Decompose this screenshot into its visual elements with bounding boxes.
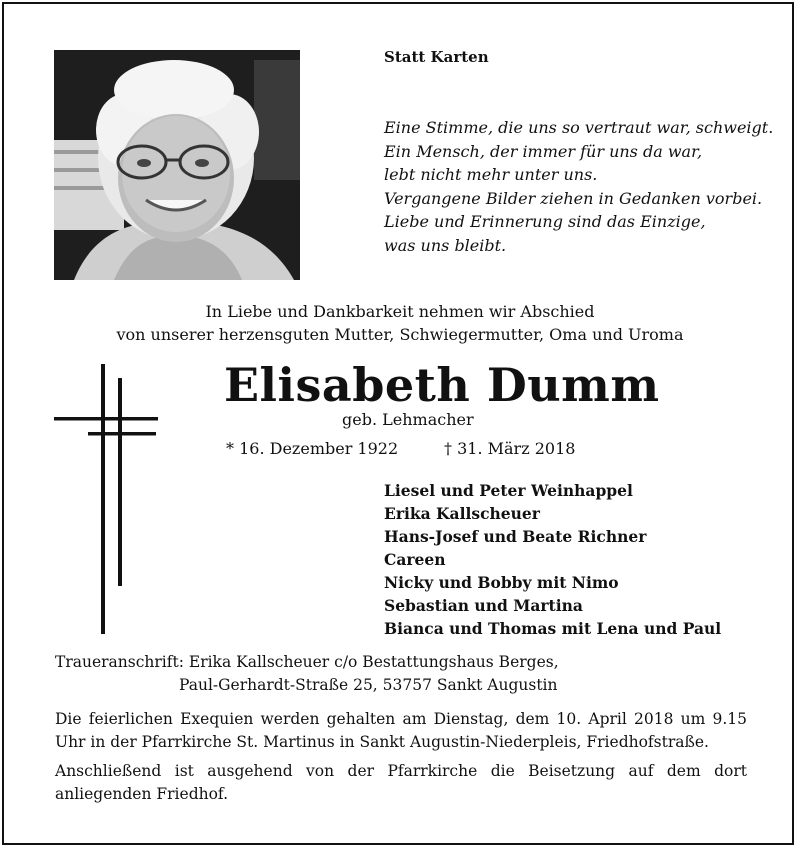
address-line-2: Paul-Gerhardt-Straße 25, 53757 Sankt Augustin [179, 676, 558, 694]
mourning-address [55, 651, 559, 697]
beisetzung-text: Anschließend ist ausgehend von der Pfarrkirche die Beisetzung auf dem dort anliegenden Friedhof. [55, 762, 747, 803]
maiden-name: geb. Lehmacher [342, 410, 474, 429]
family-member: Liesel und Peter Weinhappel [384, 481, 633, 500]
double-cross-icon [54, 364, 160, 634]
exequien-text: Die feierlichen Exequien werden gehalten am Dienstag, dem 10. April 2018 um 9.15 Uhr in der Pfarrkirche St. Martinus in Sankt Augustin-Niederpleis, Friedhofstraße. [55, 710, 747, 751]
poem-line: Ein Mensch, der immer für uns da war, [384, 141, 703, 161]
family-member: Erika Kallscheuer [384, 504, 540, 523]
poem-line: lebt nicht mehr unter uns. [384, 165, 598, 184]
family-member: Careen [384, 550, 446, 569]
family-member: Nicky und Bobby mit Nimo [384, 573, 619, 592]
death-date: † 31. März 2018 [444, 439, 576, 458]
intro-text [0, 300, 800, 346]
poem-line: Liebe und Erinnerung sind das Einzige, [384, 212, 706, 231]
family-list [384, 479, 721, 640]
portrait-photo-drawing [54, 50, 300, 280]
poem-line: Eine Stimme, die uns so vertraut war, schweigt. [384, 118, 774, 137]
statt-karten: Statt Karten [384, 48, 489, 66]
family-member: Sebastian und Martina [384, 596, 583, 615]
birth-date: * 16. Dezember 1922 [226, 439, 399, 458]
poem-line: was uns bleibt. [384, 235, 507, 255]
deceased-name: Elisabeth Dumm [224, 358, 660, 412]
portrait-photo [54, 50, 300, 280]
intro-line: von unserer herzensguten Mutter, Schwiegermutter, Oma und Uroma [116, 325, 684, 344]
intro-line: In Liebe und Dankbarkeit nehmen wir Abschied [205, 302, 595, 321]
address-line-1: Traueranschrift: Erika Kallscheuer c/o Bestattungshaus Berges, [55, 653, 559, 671]
poem-line: Vergangene Bilder ziehen in Gedanken vorbei. [384, 188, 763, 208]
family-member: Bianca und Thomas mit Lena und Paul [384, 619, 722, 638]
poem [384, 116, 773, 257]
family-member: Hans-Josef und Beate Richner [384, 527, 647, 546]
